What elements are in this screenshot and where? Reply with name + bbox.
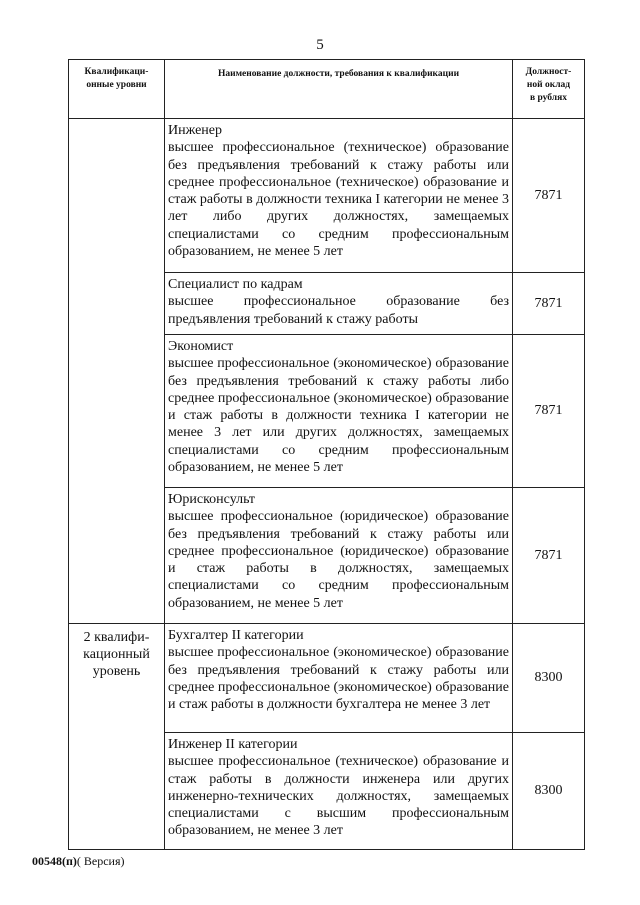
document-version: ( Версия) [76, 854, 125, 868]
position-cell [165, 733, 513, 850]
header-position-requirements: Наименование должности, требования к квалификации [165, 60, 513, 119]
document-footer [32, 854, 125, 869]
position-cell [165, 335, 513, 488]
position-requirements: высшее профессиональное (юридическое) образование без предъявления требований к стажу работы или среднее профессиональное (юридическое) образование и стаж работы в должностях, замещаемых специалистами со средним профессиональным образованием, не менее 5 лет [168, 509, 509, 611]
salary-cell: 7871 [513, 273, 585, 335]
header-qualification-level: Квалификаци- онные уровни [69, 60, 165, 119]
qualification-table [68, 59, 585, 850]
salary-cell: 7871 [513, 119, 585, 273]
header-salary: Должност- ной оклад в рублях [513, 60, 585, 119]
position-title: Экономист [168, 339, 234, 354]
position-title: Бухгалтер II категории [168, 628, 304, 643]
position-requirements: высшее профессиональное (техническое) образование и стаж работы в должности инженера или других инженерно-технических должностях, замещаемых специалистами с высшим профессиональным образованием, не менее 3 лет [168, 754, 509, 839]
position-title: Инженер II категории [168, 737, 298, 752]
position-cell [165, 624, 513, 733]
qualification-level-cell: 2 квалифи- кационный уровень [69, 624, 165, 850]
position-requirements: высшее профессиональное (экономическое) образование без предъявления требований к стажу работы либо среднее профессиональное (экономическое) образование и стаж работы в должности техника I категории не менее 3 лет или других должностях, замещаемых специалистами со средним профессиональным образованием, не менее 5 лет [168, 356, 509, 476]
position-title: Специалист по кадрам [168, 277, 303, 292]
position-title: Юрисконсульт [168, 492, 256, 507]
salary-cell: 7871 [513, 335, 585, 488]
salary-cell: 8300 [513, 733, 585, 850]
page-number: 5 [316, 37, 324, 53]
position-cell [165, 119, 513, 273]
position-requirements: высшее профессиональное (экономическое) образование без предъявления требований к стажу работы или среднее профессиональное (экономическое) образование и стаж работы в должности бухгалтера не менее 3 лет [168, 645, 509, 713]
document-code: 00548(п) [32, 854, 77, 868]
position-requirements: высшее профессиональное образование без предъявления требований к стажу работы [168, 294, 509, 327]
qualification-level-cell [69, 119, 165, 624]
position-cell [165, 488, 513, 624]
salary-cell: 8300 [513, 624, 585, 733]
salary-cell: 7871 [513, 488, 585, 624]
table-header-row [69, 60, 585, 119]
position-requirements: высшее профессиональное (техническое) образование без предъявления требований к стажу работы или среднее профессиональное (техническое) образование и стаж работы в должности техника I категории не менее 3 лет либо других должностях, замещаемых специалистами со средним профессиональным образованием, не менее 5 лет [168, 140, 509, 260]
table-row [69, 624, 585, 733]
position-title: Инженер [168, 123, 223, 138]
position-cell [165, 273, 513, 335]
table-row [69, 119, 585, 273]
